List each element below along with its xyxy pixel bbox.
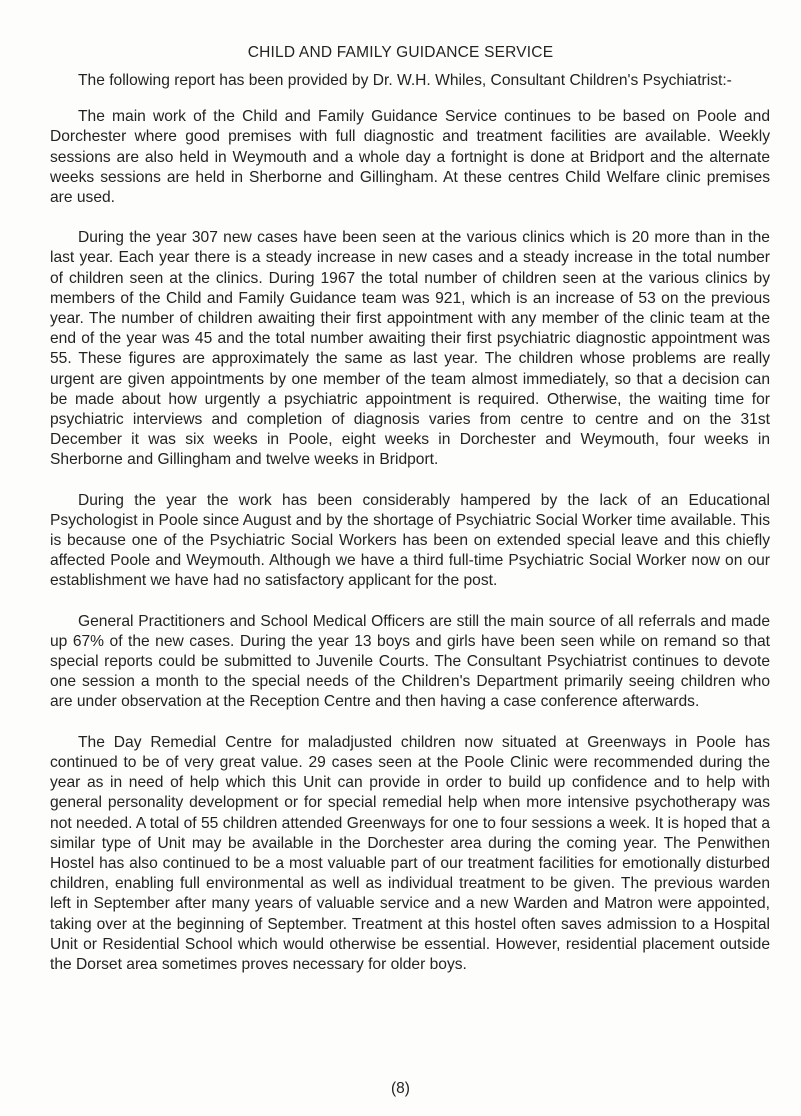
report-body <box>50 71 770 995</box>
intro-paragraph: The following report has been provided by Dr. W.H. Whiles, Consultant Children's Psychiatrist:- <box>78 72 732 89</box>
paragraph-day-remedial-centre: The Day Remedial Centre for maladjusted children now situated at Greenways in Poole has continued to be of very great value. 29 cases seen at the Poole Clinic were recommended during the year as in need of help which this Unit can provide in order to build up confidence and to help with general personality development or for special remedial help when more intensive psychotherapy was not needed. A total of 55 children attended Greenways for one to four sessions a week. It is hoped that a similar type of Unit may be available in the Dorchester area during the coming year. The Penwithen Hostel has also continued to be a most valuable part of our treatment facilities for emotionally disturbed children, enabling full environmental as well as individual treatment to be given. The previous warden left in September after many years of valuable service and a new Warden and Matron were appointed, taking over at the beginning of September. Treatment at this hostel often saves admission to a Hospital Unit or Residential School which would otherwise be essential. However, residential placement outside the Dorset area sometimes proves necessary for older boys. <box>50 733 770 973</box>
paragraph-staffing: During the year the work has been considerably hampered by the lack of an Educational Psychologist in Poole since August and by the shortage of Psychiatric Social Worker time available. This is because one of the Psychiatric Social Workers has been on extended special leave and this chiefly affected Poole and Weymouth. Although we have a third full-time Psychiatric Social Worker now on our establishment we have had no satisfactory applicant for the post. <box>50 491 770 590</box>
paragraph-referrals: General Practitioners and School Medical Officers are still the main source of all referrals and made up 67% of the new cases. During the year 13 boys and girls have been seen while on remand so that special reports could be submitted to Juvenile Courts. The Consultant Psychiatrist continues to devote one session a month to the special needs of the Children's Department primarily seeing children who are under observation at the Reception Centre and then having a case conference afterwards. <box>50 612 770 711</box>
page-number: (8) <box>391 1080 410 1097</box>
page-title: CHILD AND FAMILY GUIDANCE SERVICE <box>247 44 554 61</box>
paragraph-new-cases: During the year 307 new cases have been seen at the various clinics which is 20 more than in the last year. Each year there is a steady increase in new cases and a steady increase in the total number of children seen at the clinics. During 1967 the total number of children seen at the various clinics by members of the Child and Family Guidance team was 921, which is an increase of 53 on the previous year. The number of children awaiting their first appointment with any member of the clinic team at the end of the year was 45 and the total number awaiting their first psychiatric diagnostic appointment was 55. These figures are approximately the same as last year. The children whose problems are really urgent are given appointments by one member of the team almost immediately, so that a decision can be made about how urgently a psychiatric appointment is required. Otherwise, the waiting time for psychiatric interviews and completion of diagnosis varies from centre to centre and on the 31st December it was six weeks in Poole, eight weeks in Dorchester and Weymouth, four weeks in Sherborne and Gillingham and twelve weeks in Bridport. <box>50 229 770 469</box>
paragraph-service-locations: The main work of the Child and Family Guidance Service continues to be based on Poole and Dorchester where good premises with full diagnostic and treatment facilities are available. Weekly sessions are also held in Weymouth and a whole day a fortnight is done at Bridport and the alternate weeks sessions are held in Sherborne and Gillingham. At these centres Child Welfare clinic premises are used. <box>50 108 770 207</box>
